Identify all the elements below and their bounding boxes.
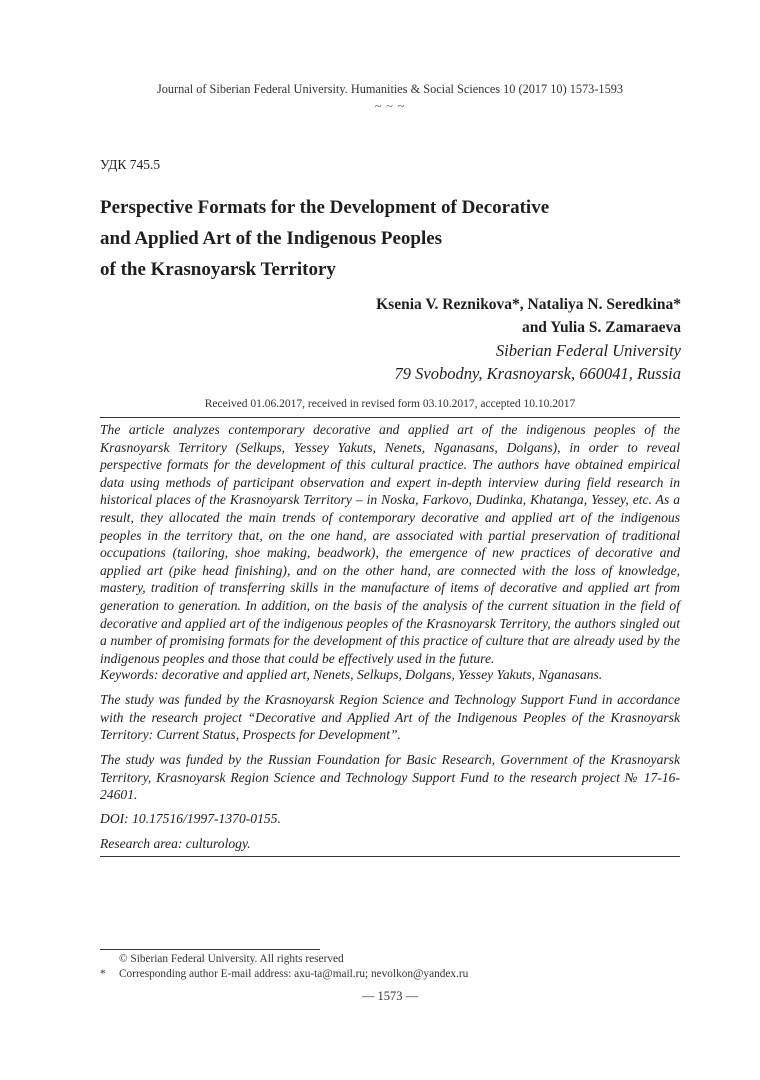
research-area: Research area: culturology. [100,836,251,851]
paper-title [100,192,700,285]
corresponding-author: Corresponding author E-mail address: axu-ta@mail.ru; nevolkon@yandex.ru [119,968,469,980]
top-divider [100,417,680,418]
footnote-divider [100,949,320,950]
copyright-note: © Siberian Federal University. All rights reserved [119,953,344,965]
title-line: and Applied Art of the Indigenous Peoples [100,228,443,249]
funding-note-1: The study was funded by the Krasnoyarsk Region Science and Technology Support Fund in accordance with the research project “Decorative and Applied Art of the Indigenous Peoples of the Krasnoyarsk Territory: Current Status, Prospects for Development”. [100,692,680,743]
keywords: Keywords: decorative and applied art, Nenets, Selkups, Dolgans, Yessey Yakuts, Nganasans. [100,667,603,682]
doi: DOI: 10.17516/1997-1370-0155. [100,811,281,826]
abstract: The article analyzes contemporary decorative and applied art of the indigenous peoples of the Krasnoyarsk Territory (Selkups, Yessey Yakuts, Nenets, Nganasans, Dolgans), in order to reveal perspective formats for the development of this cultural practice. The authors have obtained empirical data using methods of participant observation and expert in-depth interview during field research in historical places of the Krasnoyarsk Territory – in Noska, Farkovo, Dudinka, Khatanga, Yessey, etc. As a result, they allocated the main trends of contemporary decorative and applied art of the indigenous peoples in the territory that, on the one hand, are associated with partial preservation of traditional occupations (tailoring, shoe making, beadwork), the emergence of new practices of decorative and applied art (pike head finishing), and on the other hand, are connected with the loss of knowledge, mastery, tradition of transferring skills in the manufacture of items of decorative and applied art from generation to generation. In addition, on the basis of the analysis of the current situation in the field of decorative and applied art of the indigenous peoples of the Krasnoyarsk Territory, the authors singled out a number of promising formats for the development of this practice of culture that are already used by the indigenous peoples and those that could be effectively used in the future. [100,422,680,666]
affiliation: Siberian Federal University [495,341,681,360]
journal-header: Journal of Siberian Federal University. Humanities & Social Sciences 10 (2017 10) 1573-1593 [156,82,624,96]
page-number: — 1573 — [361,989,419,1003]
title-line: of the Krasnoyarsk Territory [100,259,336,280]
bottom-divider [100,856,680,857]
title-line: Perspective Formats for the Development of Decorative [100,197,550,218]
header-ornament: ~ ~ ~ [374,99,406,113]
authors-line: Ksenia V. Reznikova*, Nataliya N. Seredkina* [376,296,681,313]
footnote-marker: * [100,968,106,980]
authors-line: and Yulia S. Zamaraeva [521,319,681,336]
address: 79 Svobodny, Krasnoyarsk, 660041, Russia [394,364,681,383]
received-dates: Received 01.06.2017, received in revised form 03.10.2017, accepted 10.10.2017 [204,398,576,410]
funding-note-2: The study was funded by the Russian Foundation for Basic Research, Government of the Krasnoyarsk Territory, Krasnoyarsk Region Science and Technology Support Fund to the research project № 17-16-24601. [100,752,680,803]
udk-code: УДК 745.5 [100,157,161,172]
author-block [376,293,681,385]
